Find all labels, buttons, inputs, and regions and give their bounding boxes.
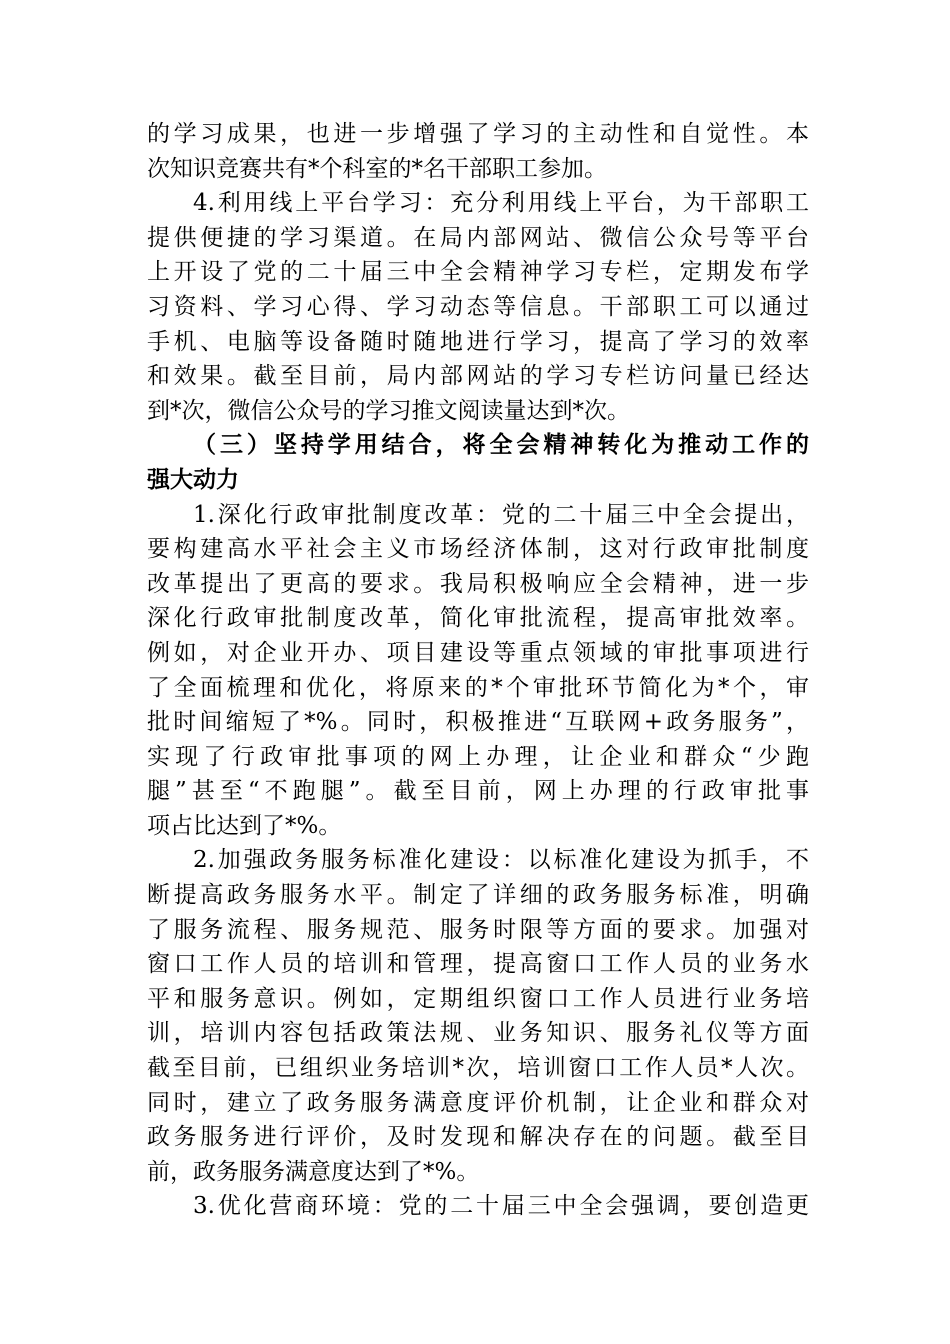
text-line: 4.利用线上平台学习：充分利用线上平台，为干部职工: [193, 190, 809, 217]
text-line: 实现了行政审批事项的网上办理，让企业和群众“少跑: [147, 743, 809, 770]
text-line: 腿”甚至“不跑腿”。截至目前，网上办理的行政审批事: [147, 778, 809, 805]
text-line: 批时间缩短了*%。同时，积极推进“互联网+政务服务”，: [147, 709, 809, 736]
text-line: 和效果。截至目前，局内部网站的学习专栏访问量已经达: [147, 363, 809, 390]
text-line: 习资料、学习心得、学习动态等信息。干部职工可以通过: [147, 293, 809, 320]
text-line: 提供便捷的学习渠道。在局内部网站、微信公众号等平台: [147, 224, 809, 251]
section-heading-line: （三）坚持学用结合，将全会精神转化为推动工作的: [193, 431, 809, 459]
text-line: 窗口工作人员的培训和管理，提高窗口工作人员的业务水: [147, 951, 809, 978]
text-line: 的学习成果，也进一步增强了学习的主动性和自觉性。本: [147, 121, 809, 147]
text-line: 了全面梳理和优化，将原来的*个审批环节简化为*个，审: [147, 674, 809, 701]
text-line: 1.深化行政审批制度改革：党的二十届三中全会提出，: [193, 501, 809, 528]
text-line: 改革提出了更高的要求。我局积极响应全会精神，进一步: [147, 570, 809, 597]
text-line: 3.优化营商环境：党的二十届三中全会强调，要创造更: [193, 1193, 809, 1220]
text-line: 手机、电脑等设备随时随地进行学习，提高了学习的效率: [147, 328, 809, 355]
text-line: 次知识竞赛共有*个科室的*名干部职工参加。: [147, 155, 607, 182]
text-line: 断提高政务服务水平。制定了详细的政务服务标准，明确: [147, 882, 809, 909]
text-line: 前，政务服务满意度达到了*%。: [147, 1158, 480, 1185]
text-line: 政务服务进行评价，及时发现和解决存在的问题。截至目: [147, 1124, 809, 1151]
document-body: [147, 117, 809, 1224]
text-line: 了服务流程、服务规范、服务时限等方面的要求。加强对: [147, 916, 809, 943]
text-line: 到*次，微信公众号的学习推文阅读量达到*次。: [147, 397, 630, 424]
text-line: 例如，对企业开办、项目建设等重点领域的审批事项进行: [147, 639, 809, 666]
text-line: 深化行政审批制度改革，简化审批流程，提高审批效率。: [147, 605, 809, 632]
text-line: 同时，建立了政务服务满意度评价机制，让企业和群众对: [147, 1089, 809, 1116]
text-line: 训，培训内容包括政策法规、业务知识、服务礼仪等方面: [147, 1020, 809, 1047]
text-line: 平和服务意识。例如，定期组织窗口工作人员进行业务培: [147, 985, 809, 1012]
text-line: 要构建高水平社会主义市场经济体制，这对行政审批制度: [147, 536, 809, 563]
text-line: 2.加强政务服务标准化建设：以标准化建设为抓手，不: [193, 847, 809, 874]
text-line: 截至目前，已组织业务培训*次，培训窗口工作人员*人次。: [147, 1055, 809, 1082]
text-line: 项占比达到了*%。: [147, 812, 342, 839]
section-heading-line: 强大动力: [147, 465, 239, 493]
text-line: 上开设了党的二十届三中全会精神学习专栏，定期发布学: [147, 259, 809, 286]
